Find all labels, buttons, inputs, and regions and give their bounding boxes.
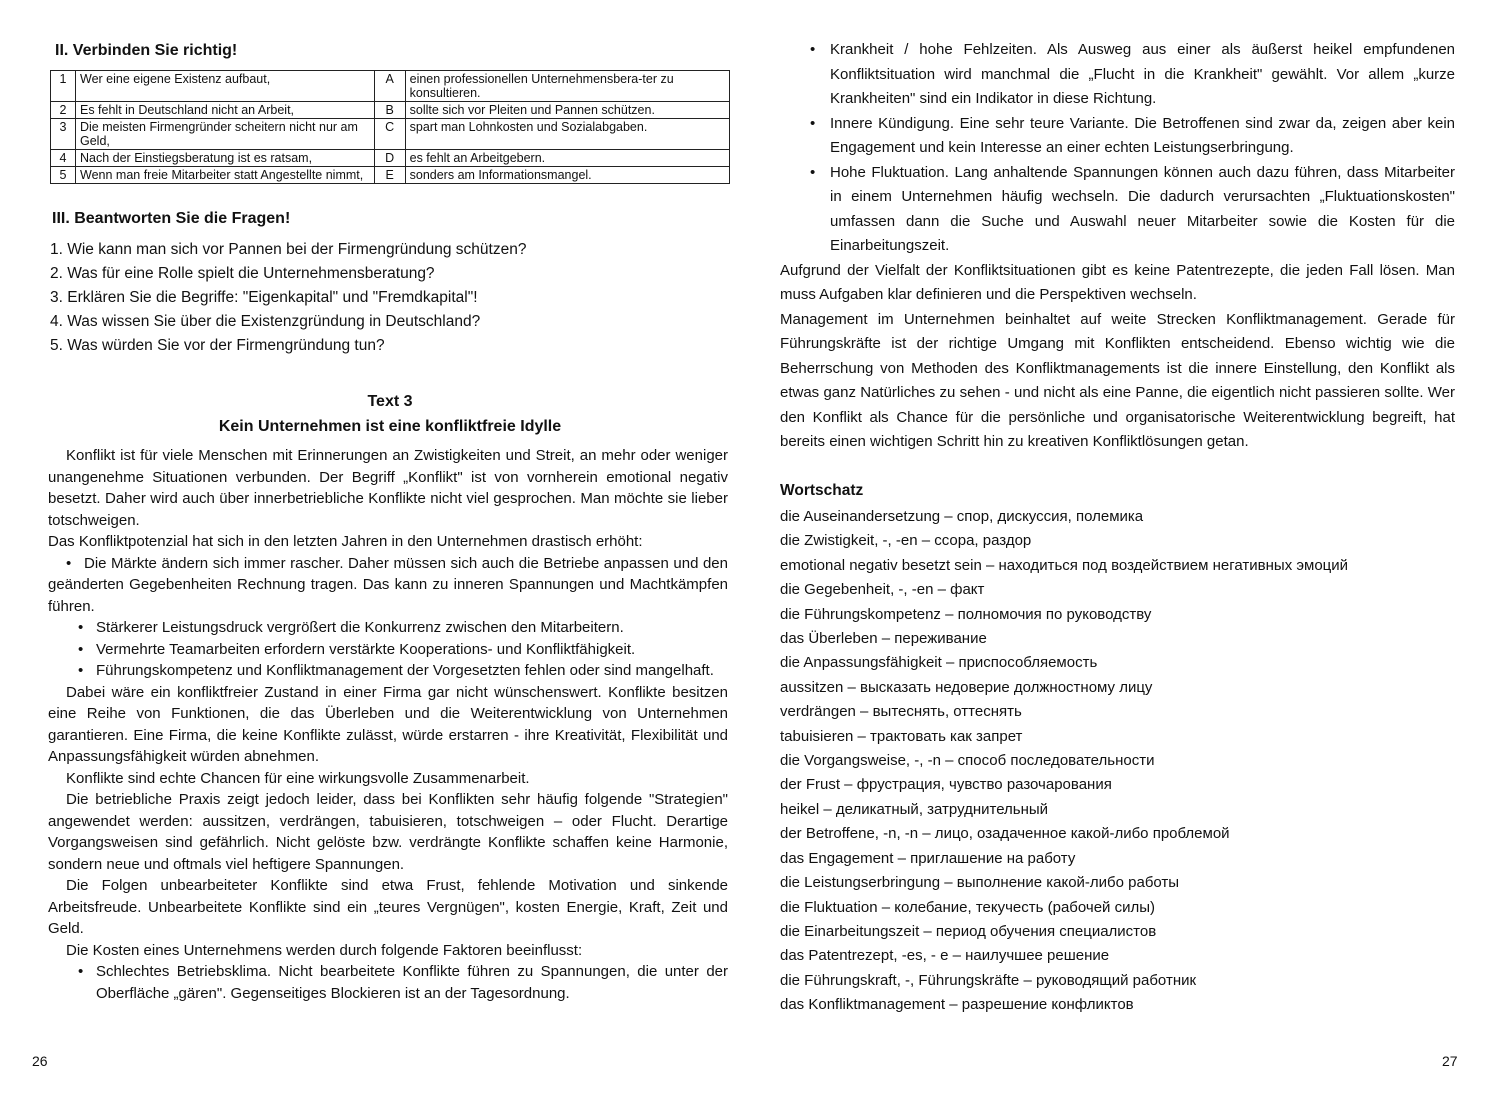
vocabulary-item: die Führungskraft, -, Führungskräfte – руководящий работник	[780, 971, 1197, 989]
vocabulary-item: das Engagement – приглашение на работу	[780, 849, 1076, 867]
vocabulary-item: tabuisieren – трактовать как запрет	[780, 727, 1023, 745]
match-cell-letter: B	[374, 102, 405, 119]
match-cell-num: 4	[51, 150, 76, 167]
article-body	[48, 445, 728, 1004]
match-row	[51, 150, 730, 167]
questions-list	[50, 238, 710, 358]
paragraph: Die betriebliche Praxis zeigt jedoch leider, dass bei Konflikten sehr häufig folgende "Strategien" angewendet werden: aussitzen, verdrängen, tabuisieren, totschweigen – oder Flucht. Derartige Vorgangsweisen sind gefährlich. Nicht gelöste bzw. verdrängte Konflikte schaffen keine Harmonie, sondern neue und oftmals viel heftigere Spannungen.	[48, 791, 728, 873]
match-cell-letter: D	[374, 150, 405, 167]
match-cell-left: Wer eine eigene Existenz aufbaut,	[76, 71, 375, 102]
vocabulary-item: verdrängen – вытеснять, оттеснять	[780, 703, 1022, 721]
bullet-item: • Hohe Fluktuation. Lang anhaltende Spannungen können auch dazu führen, dass Mitarbeiter in einem Unternehmen häufig wechseln. Die dadurch verursachten „Fluktuationskosten" umfassen dann die Suche und Auswahl neuer Mitarbeiter sowie die Kosten für die Einarbeitungszeit.	[780, 161, 1455, 259]
paragraph: Konflikt ist für viele Menschen mit Erinnerungen an Zwistigkeiten und Streit, an mehr oder weniger unangenehme Situationen verbunden. Der Begriff „Konflikt" ist von vornherein emotional negativ besetzt. Daher wird auch über innerbetriebliche Konflikte nicht viel gesprochen. Man möchte sie lieber totschweigen.	[48, 447, 728, 529]
vocabulary-item: heikel – деликатный, затруднительный	[780, 800, 1049, 818]
section3-heading: III. Beantworten Sie die Fragen!	[52, 210, 291, 227]
vocabulary-item: die Leistungserbringung – выполнение какой-либо работы	[780, 874, 1180, 892]
vocabulary-item: das Konfliktmanagement – разрешение конфликтов	[780, 996, 1134, 1014]
left-page	[0, 0, 745, 1119]
vocabulary-item: die Anpassungsfähigkeit – приспособляемость	[780, 654, 1098, 672]
match-cell-right: sollte sich vor Pleiten und Pannen schützen.	[405, 102, 729, 119]
question-item: 1. Wie kann man sich vor Pannen bei der Firmengründung schützen?	[50, 241, 527, 258]
question-item: 5. Was würden Sie vor der Firmengründung tun?	[50, 337, 385, 354]
match-cell-left: Wenn man freie Mitarbeiter statt Angestellte nimmt,	[76, 167, 375, 184]
bullet-item: • Vermehrte Teamarbeiten erfordern verstärkte Kooperations- und Konfliktfähigkeit.	[48, 639, 728, 661]
vocabulary-item: die Vorgangsweise, -, -n – способ последовательности	[780, 752, 1155, 770]
bullet-item: • Stärkerer Leistungsdruck vergrößert die Konkurrenz zwischen den Mitarbeitern.	[48, 617, 728, 639]
vocabulary-item: die Auseinandersetzung – спор, дискуссия, полемика	[780, 508, 1144, 525]
match-row	[51, 71, 730, 102]
vocabulary-item: die Gegebenheit, -, -en – факт	[780, 581, 985, 599]
match-cell-right: einen professionellen Unternehmensbera-ter zu konsultieren.	[405, 71, 729, 102]
match-cell-right: spart man Lohnkosten und Sozialabgaben.	[405, 119, 729, 150]
question-item: 2. Was für eine Rolle spielt die Unternehmensberatung?	[50, 265, 435, 282]
match-cell-right: sonders am Informationsmangel.	[405, 167, 729, 184]
match-cell-letter: C	[374, 119, 405, 150]
vocabulary-item: der Betroffene, -n, -n – лицо, озадаченное какой-либо проблемой	[780, 825, 1230, 843]
bullet-item: • Krankheit / hohe Fehlzeiten. Als Ausweg aus einer als äußerst heikel empfundenen Konfliktsituation wird manchmal die „Flucht in die Krankheit" gewählt. Vor allem „kurze Krankheiten" sind ein Indikator in diese Richtung.	[780, 38, 1455, 112]
question-item: 4. Was wissen Sie über die Existenzgründung in Deutschland?	[50, 313, 481, 330]
matching-table	[50, 70, 730, 184]
page-number: 26	[32, 1053, 48, 1069]
vocabulary-item: das Überleben – переживание	[780, 630, 987, 648]
match-cell-left: Es fehlt in Deutschland nicht an Arbeit,	[76, 102, 375, 119]
match-cell-letter: A	[374, 71, 405, 102]
bullet-item: • Führungskompetenz und Konfliktmanagement der Vorgesetzten fehlen oder sind mangelhaft.	[48, 660, 728, 682]
match-cell-num: 2	[51, 102, 76, 119]
section2-heading: II. Verbinden Sie richtig!	[55, 42, 238, 59]
vocabulary-item: die Zwistigkeit, -, -en – ссора, раздор	[780, 532, 1032, 550]
match-row	[51, 119, 730, 150]
vocabulary-list	[780, 505, 1450, 1018]
vocabulary-item: emotional negativ besetzt sein – находиться под воздействием негативных эмоций	[780, 556, 1349, 574]
match-cell-left: Die meisten Firmengründer scheitern nicht nur am Geld,	[76, 119, 375, 150]
match-cell-letter: E	[374, 167, 405, 184]
bullet-item: • Schlechtes Betriebsklima. Nicht bearbeitete Konflikte führen zu Spannungen, die unter der Oberfläche „gären". Gegenseitiges Blockieren ist an der Tagesordnung.	[48, 961, 728, 1004]
vocabulary-item: die Fluktuation – колебание, текучесть (рабочей силы)	[780, 898, 1156, 916]
right-page	[745, 0, 1491, 1119]
match-row	[51, 102, 730, 119]
paragraph: Aufgrund der Vielfalt der Konfliktsituationen gibt es keine Patentrezepte, die jeden Fall lösen. Man muss Aufgaben klar definieren und die Perspektiven wechseln.	[780, 261, 1455, 303]
paragraph: Konflikte sind echte Chancen für eine wirkungsvolle Zusammenarbeit.	[66, 769, 530, 787]
match-cell-num: 3	[51, 119, 76, 150]
vocabulary-item: aussitzen – высказать недоверие должностному лицу	[780, 678, 1153, 696]
match-row	[51, 167, 730, 184]
paragraph: Das Konfliktpotenzial hat sich in den letzten Jahren in den Unternehmen drastisch erhöht:	[48, 533, 643, 550]
match-cell-right: es fehlt an Arbeitgebern.	[405, 150, 729, 167]
paragraph: Management im Unternehmen beinhaltet auf weite Strecken Konfliktmanagement. Gerade für Führungskräfte ist der richtige Umgang mit Konflikten entscheidend. Ebenso wichtig wie die Beherrschung von Methoden des Konfliktmanagements ist die innere Einstellung, den Konflikt als etwas ganz Natürliches zu sehen - und nicht als eine Panne, die eigentlich nicht passieren sollte. Wer den Konflikt als Chance für die persönliche und organisatorische Weiterentwicklung begreift, hat bereits einen wichtigen Schritt hin zu kreativen Konfliktlösungen getan.	[780, 310, 1455, 450]
match-cell-num: 1	[51, 71, 76, 102]
vocabulary-heading: Wortschatz	[780, 482, 864, 499]
vocabulary-item: der Frust – фрустрация, чувство разочарования	[780, 776, 1112, 794]
vocabulary-item: die Führungskompetenz – полномочия по руководству	[780, 605, 1152, 623]
page-number: 27	[1442, 1053, 1458, 1069]
article-body-continued	[780, 38, 1455, 455]
paragraph: Dabei wäre ein konfliktfreier Zustand in einer Firma gar nicht wünschenswert. Konflikte besitzen eine Reihe von Funktionen, die das Überleben und die Weiterentwicklung von Unternehmen garantieren. Eine Firma, die keine Konflikte zulässt, würde erstarren - ihre Kreativität, Flexibilität und Anpassungsfähigkeit würden abnehmen.	[48, 683, 728, 765]
text-title: Kein Unternehmen ist eine konfliktfreie Idylle	[218, 418, 562, 435]
paragraph: Die Folgen unbearbeiteter Konflikte sind etwa Frust, fehlende Motivation und sinkende Arbeitsfreude. Unbearbeitete Konflikte sind ein „teures Vergnügen", kosten Energie, Kraft, Zeit und Geld.	[48, 877, 728, 937]
vocabulary-item: die Einarbeitungszeit – период обучения специалистов	[780, 922, 1157, 940]
text-label: Text 3	[367, 393, 413, 410]
question-item: 3. Erklären Sie die Begriffe: "Eigenkapital" und "Fremdkapital"!	[50, 289, 478, 306]
bullet-item: • Die Märkte ändern sich immer rascher. Daher müssen sich auch die Betriebe anpassen und den geänderten Gegebenheiten Rechnung tragen. Das kann zu inneren Spannungen und Machtkämpfen führen.	[48, 554, 728, 615]
bullet-item: • Innere Kündigung. Eine sehr teure Variante. Die Betroffenen sind zwar da, zeigen aber kein Engagement und kein Interesse an einer echten Leistungserbringung.	[780, 112, 1455, 161]
match-cell-left: Nach der Einstiegsberatung ist es ratsam,	[76, 150, 375, 167]
match-cell-num: 5	[51, 167, 76, 184]
paragraph: Die Kosten eines Unternehmens werden durch folgende Faktoren beeinflusst:	[66, 941, 583, 959]
vocabulary-item: das Patentrezept, -es, - e – наилучшее решение	[780, 947, 1110, 965]
